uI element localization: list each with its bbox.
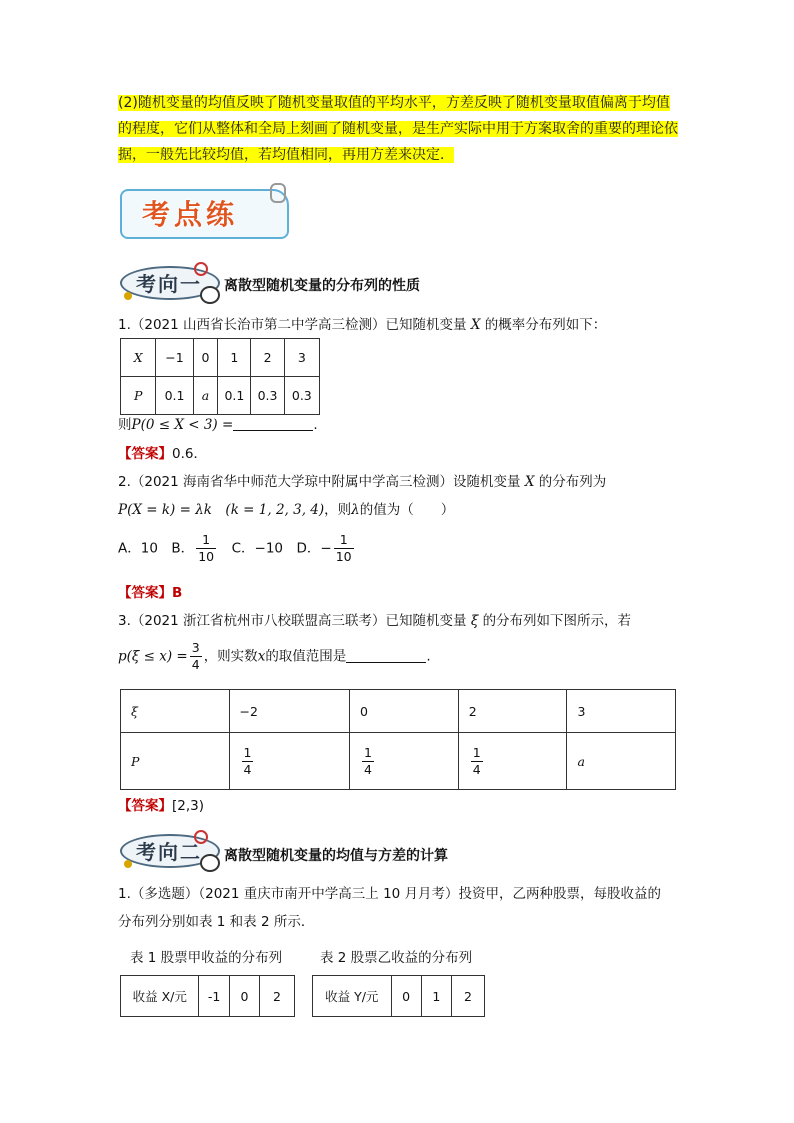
- ring-icon: [200, 286, 220, 304]
- q2-formula: P(X = k) = λk (k = 1, 2, 3, 4)，则λ的值为（ ）: [118, 502, 455, 518]
- q1-answer: 【答案】0.6．: [118, 446, 207, 462]
- table-cell: 收益 X/元: [121, 976, 199, 1017]
- dot-icon: [124, 292, 132, 300]
- highlight-line: 据，一般先比较均值，若均值相同，再用方差来决定．: [118, 147, 454, 163]
- q3-condition: p(ξ ≤ x) = $\frac{3}{4}$ ，则实数x的取值范围是 .: [118, 640, 431, 672]
- table-cell: 2: [251, 339, 284, 377]
- dot-icon: [124, 860, 132, 868]
- table-row: [121, 377, 320, 415]
- table-row: [121, 733, 676, 790]
- table-caption-1: 表 1 股票甲收益的分布列: [130, 950, 283, 966]
- table-cell: [458, 733, 567, 790]
- table-cell: 2: [451, 976, 484, 1017]
- table-cell: [229, 733, 349, 790]
- q2-stem: 2.（2021 海南省华中师范大学琼中附属中学高三检测）设随机变量 X 的分布列为: [118, 474, 607, 490]
- paperclip-icon: [270, 183, 286, 203]
- table-cell: 0.1: [156, 377, 193, 415]
- table-row: [121, 339, 320, 377]
- practice-banner: [120, 183, 292, 243]
- table-cell: 0.3: [251, 377, 284, 415]
- fraction: $\frac{1}{10}$: [198, 532, 215, 564]
- table-row: [313, 976, 485, 1017]
- fraction: $\frac{1}{4}$: [472, 744, 481, 777]
- highlight-paragraph: [118, 90, 678, 168]
- section-tag-2: [120, 830, 220, 874]
- table-row: [121, 690, 676, 733]
- section-title-1: 离散型随机变量的分布列的性质: [224, 278, 420, 294]
- table-row: [121, 976, 295, 1017]
- fraction: $\frac{1}{10}$: [335, 532, 352, 564]
- table-cell: 0.3: [284, 377, 319, 415]
- table-cell: 3: [284, 339, 319, 377]
- table-cell: 收益 Y/元: [313, 976, 392, 1017]
- table-cell: 0: [229, 976, 259, 1017]
- section-tag-1: [120, 262, 220, 306]
- q2-answer: 【答案】B: [118, 585, 183, 601]
- q4-line2: 分布列分别如表 1 和表 2 所示．: [118, 914, 315, 930]
- table-cell: 0: [391, 976, 421, 1017]
- q3-distribution-table: [120, 689, 676, 790]
- stock-a-table: [120, 975, 295, 1017]
- q1-ask: 则P(0 ≤ X < 3) = .: [118, 417, 318, 433]
- q1-distribution-table: [120, 338, 320, 415]
- table-caption-2: 表 2 股票乙收益的分布列: [320, 950, 473, 966]
- table-cell: 2: [458, 690, 567, 733]
- table-cell: 0.1: [218, 377, 251, 415]
- section-tag-label: 考向一: [136, 272, 202, 296]
- table-cell: P: [121, 377, 156, 415]
- table-cell: 2: [260, 976, 295, 1017]
- highlight-line: (2)随机变量的均值反映了随机变量取值的平均水平，方差反映了随机变量取值偏离于均值: [118, 95, 670, 111]
- q1-stem: 1.（2021 山西省长治市第二中学高三检测）已知随机变量 X 的概率分布列如下：: [118, 317, 607, 333]
- answer-blank: [346, 648, 426, 663]
- table-cell: a: [567, 733, 676, 790]
- q3-answer: 【答案】[2,3): [118, 798, 205, 814]
- section-title-2: 离散型随机变量的均值与方差的计算: [224, 848, 448, 864]
- q3-stem: 3.（2021 浙江省杭州市八校联盟高三联考）已知随机变量 ξ 的分布列如下图所示，若: [118, 613, 632, 629]
- table-cell: -1: [199, 976, 229, 1017]
- table-cell: 0: [193, 339, 218, 377]
- table-cell: 1: [421, 976, 451, 1017]
- table-cell: ξ: [121, 690, 230, 733]
- table-cell: X: [121, 339, 156, 377]
- table-cell: 0: [350, 690, 459, 733]
- table-cell: 1: [218, 339, 251, 377]
- q2-options: A．10 B． $\frac{1}{10}$ C．−10 D．− $\frac{1}{10}$: [118, 532, 352, 564]
- q4-line1: 1.（多选题）（2021 重庆市南开中学高三上 10 月月考）投资甲，乙两种股票，每股收益的: [118, 886, 662, 902]
- highlight-line: 的程度，它们从整体和全局上刻画了随机变量，是生产实际中用于方案取舍的重要的理论依: [118, 121, 678, 137]
- table-cell: −1: [156, 339, 193, 377]
- fraction: $\frac{1}{4}$: [364, 744, 372, 777]
- table-cell: −2: [229, 690, 349, 733]
- table-cell: [350, 733, 459, 790]
- table-cell: a: [193, 377, 218, 415]
- ring-icon: [200, 854, 220, 872]
- stock-b-table: [312, 975, 485, 1017]
- answer-blank: [233, 416, 313, 431]
- table-cell: 3: [567, 690, 676, 733]
- section-tag-label: 考向二: [136, 840, 202, 864]
- fraction: $\frac{1}{4}$: [243, 744, 252, 777]
- fraction: $\frac{3}{4}$: [191, 640, 200, 672]
- banner-title: 考点练: [142, 198, 239, 231]
- table-cell: P: [121, 733, 230, 790]
